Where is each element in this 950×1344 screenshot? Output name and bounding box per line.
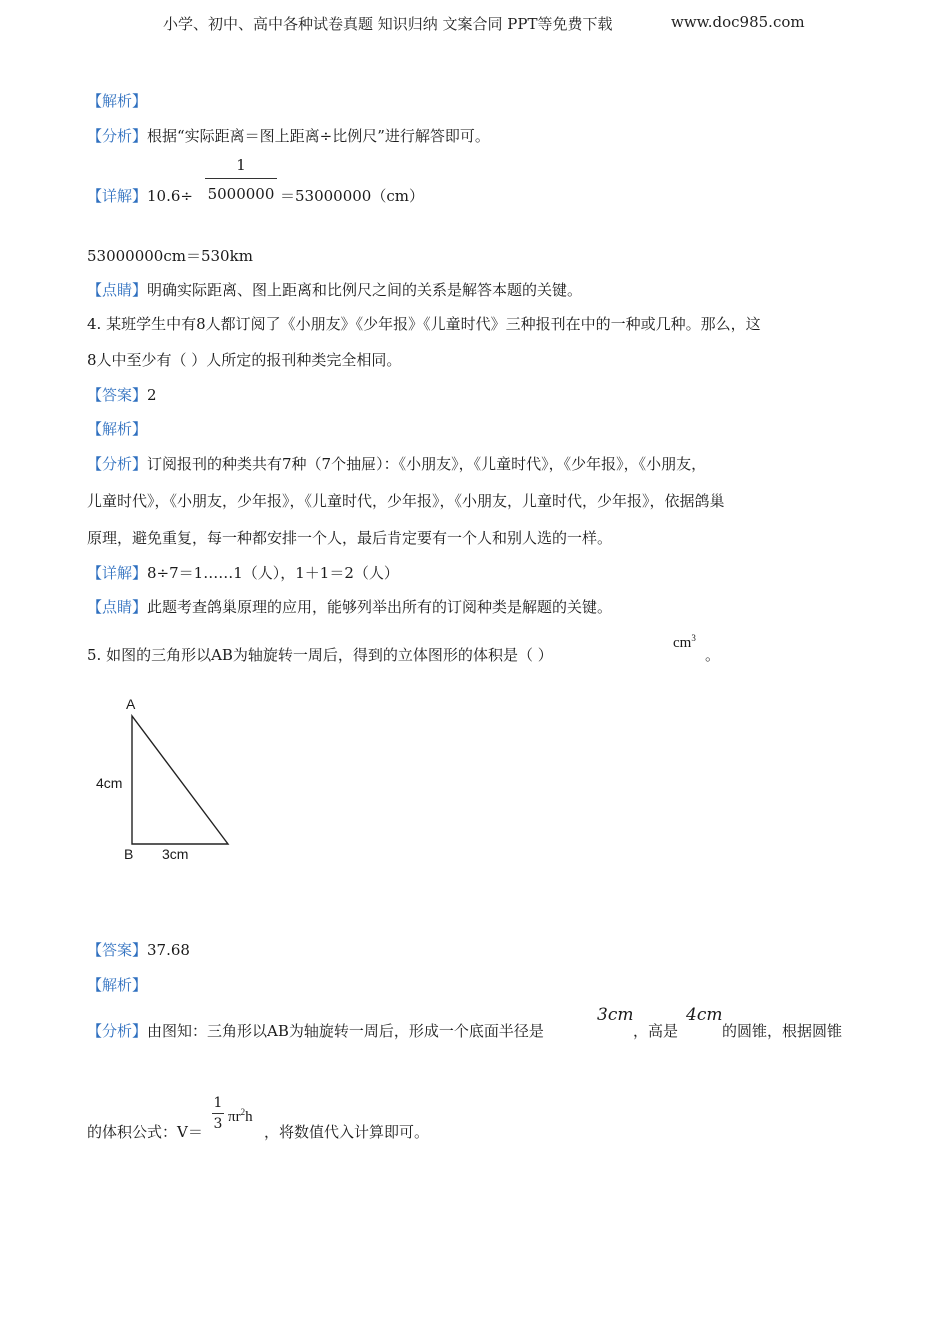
unit-text: cm: [673, 635, 692, 651]
q5-answer-line: [87, 940, 190, 960]
xiangjie-text: 8÷7＝1……1（人），1＋1＝2（人）: [147, 564, 399, 582]
formula-post: ，将数值代入计算即可。: [264, 1123, 430, 1141]
formula-bar: [212, 1113, 224, 1114]
vertex-a-label: A: [126, 696, 136, 712]
jiexi-label: 【解析】: [87, 976, 148, 994]
formula-numerator: 1: [213, 1095, 223, 1111]
answer-tag: 【答案】: [87, 941, 148, 959]
unit-sup: 3: [691, 633, 696, 643]
xiangjie-post: ＝53000000（cm）: [280, 187, 424, 205]
fraction-bar: [205, 178, 277, 179]
q4-fenxi-line3: 原理，避免重复，每一种都安排一个人，最后肯定要有一个人和别人选的一样。: [87, 529, 613, 547]
q5-fenxi-line: [87, 1021, 544, 1041]
formula-pi-r: πr: [228, 1109, 241, 1125]
formula-denominator: 3: [213, 1116, 223, 1132]
dianjing-tag: 【点睛】: [87, 598, 148, 616]
formula-h: h: [245, 1109, 253, 1125]
dianjing-text: 明确实际距离、图上距离和比例尺之间的关系是解答本题的关键。: [147, 281, 583, 299]
header-site[interactable]: www.doc985.com: [671, 13, 805, 31]
q5-stem: 5. 如图的三角形以AB为轴旋转一周后，得到的立体图形的体积是（ ）: [87, 646, 553, 664]
answer-value: 2: [147, 386, 157, 404]
xiangjie-tag: 【详解】: [87, 187, 148, 205]
dianjing-text: 此题考查鸽巢原理的应用，能够列举出所有的订阅种类是解题的关键。: [147, 598, 613, 616]
q5-period: 。: [705, 646, 721, 664]
fenxi-tag: 【分析】: [87, 455, 148, 473]
fraction-numerator: 1: [236, 156, 246, 174]
jiexi-label: 【解析】: [87, 92, 148, 110]
q5-unit: [673, 633, 696, 652]
q4-stem-line2: 8人中至少有（ ）人所定的报刊种类完全相同。: [87, 351, 402, 369]
answer-tag: 【答案】: [87, 386, 148, 404]
dianjing-tag: 【点睛】: [87, 281, 148, 299]
jiexi-label: 【解析】: [87, 420, 148, 438]
q4-fenxi-line2: 儿童时代》，《小朋友，少年报》，《儿童时代，少年报》，《小朋友，儿童时代，少年报》，依据鸽巢: [87, 492, 725, 510]
fenxi-tag: 【分析】: [87, 1022, 148, 1040]
triangle-shape: [132, 716, 228, 844]
radius-value: 3cm: [597, 1005, 634, 1025]
xiangjie-line: [87, 186, 193, 206]
conversion-line: 53000000cm＝530km: [87, 247, 253, 265]
q4-fenxi-line1: [87, 454, 706, 474]
formula-fraction: [212, 1095, 224, 1132]
dianjing-line: [87, 280, 582, 300]
fenxi-text: 订阅报刊的种类共有7种（7个抽屉）：《小朋友》，《儿童时代》，《少年报》，《小朋友，: [147, 455, 707, 473]
base-label: 3cm: [162, 846, 189, 862]
header-text: 小学、初中、高中各种试卷真题 知识归纳 文案合同 PPT等免费下载: [163, 15, 613, 33]
q4-answer-line: [87, 385, 157, 405]
fenxi-text: 根据“实际距离＝图上距离÷比例尺”进行解答即可。: [147, 127, 490, 145]
fenxi-c: 的圆锥，根据圆锥: [722, 1022, 843, 1040]
scale-fraction: [205, 156, 277, 203]
fenxi-a: 由图知：三角形以AB为轴旋转一周后，形成一个底面半径是: [147, 1022, 544, 1040]
fenxi-b: ，高是: [633, 1022, 679, 1040]
fraction-denominator: 5000000: [207, 185, 275, 203]
xiangjie-tag: 【详解】: [87, 564, 148, 582]
page-header: [163, 13, 613, 34]
fenxi-line: [87, 126, 490, 146]
q4-dianjing-line: [87, 597, 612, 617]
q4-xiangjie-line: [87, 563, 399, 583]
height-label: 4cm: [96, 775, 123, 791]
q4-stem-line1: 4. 某班学生中有8人都订阅了《小朋友》《少年报》《儿童时代》三种报刊在中的一种或几种。那么，这: [87, 315, 761, 333]
answer-value: 37.68: [147, 941, 190, 959]
formula-sup: 2: [240, 1107, 246, 1117]
height-value: 4cm: [686, 1005, 723, 1025]
xiangjie-pre: 10.6÷: [147, 187, 193, 205]
fenxi-tag: 【分析】: [87, 127, 148, 145]
vertex-b-label: B: [124, 846, 134, 862]
formula-body: [228, 1107, 253, 1126]
formula-pre: 的体积公式：V＝: [87, 1123, 203, 1141]
